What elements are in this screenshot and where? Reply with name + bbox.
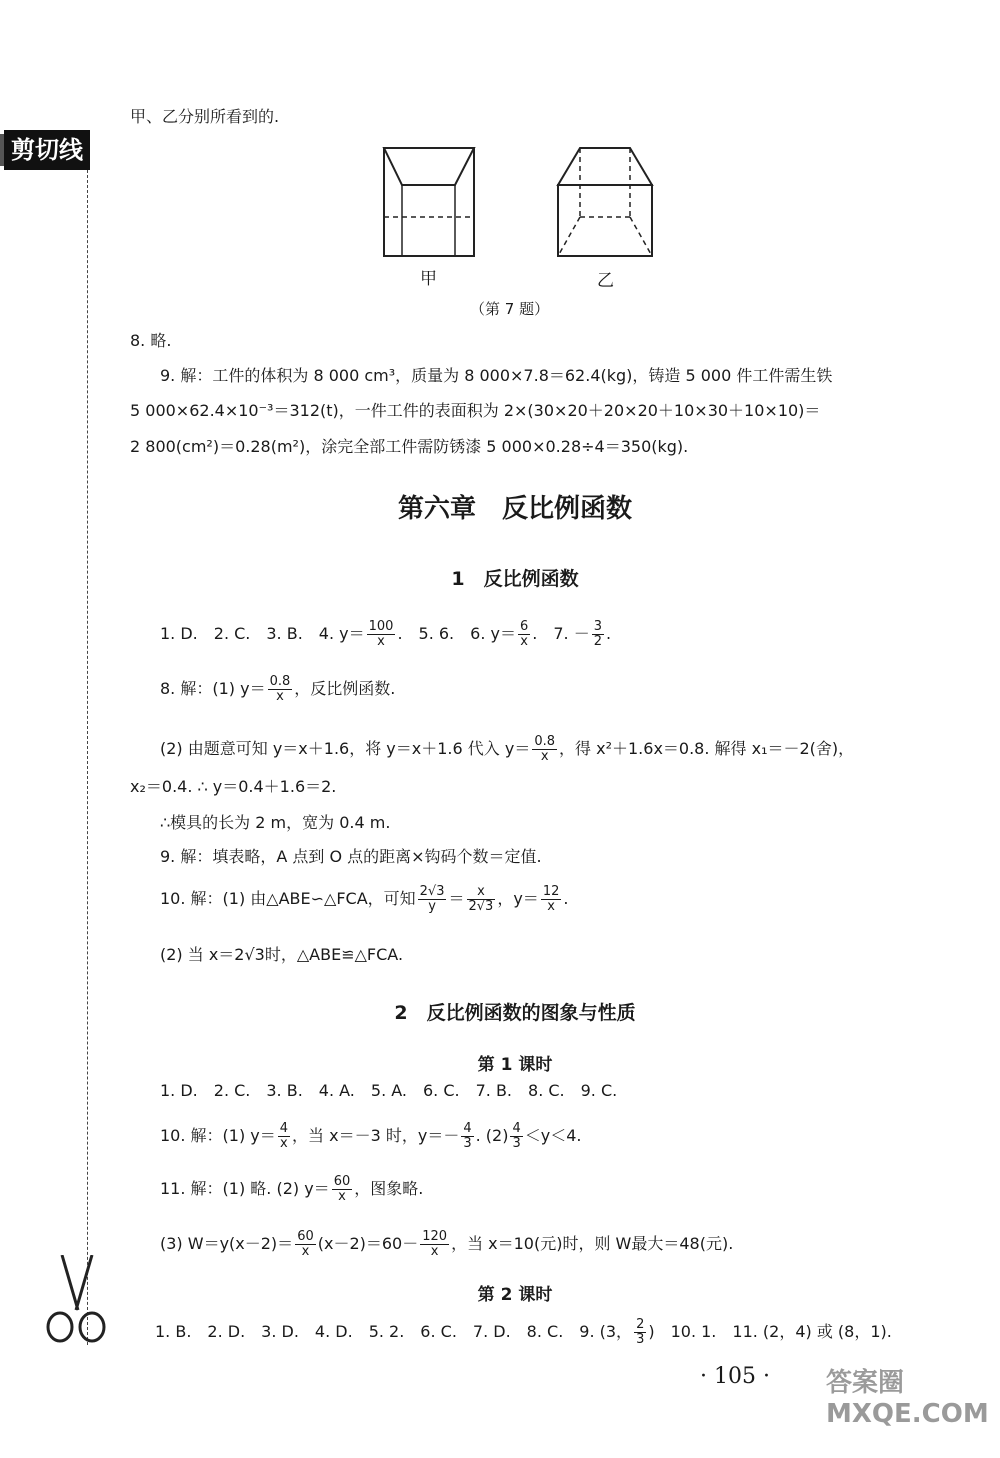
s1-q10-line2: (2) 当 x＝2√3时，△ABE≌△FCA. — [160, 945, 404, 964]
frac-num: 6 — [519, 619, 529, 634]
s1-q8-b: ，反比例函数. — [294, 679, 396, 698]
fraction — [518, 620, 530, 649]
frac-num: 0.8 — [534, 734, 556, 749]
s1-q10-a: 10. 解：(1) 由△ABE∽△FCA，可知 — [160, 889, 416, 908]
fraction — [278, 1122, 290, 1151]
l1-q11-3 — [160, 1230, 890, 1259]
frac-num: 60 — [333, 1174, 351, 1189]
s1-ans-a: 1. D. 2. C. 3. B. 4. y＝ — [160, 624, 365, 643]
s1-q8-line1 — [160, 675, 890, 704]
s1-q10-eq: ＝ — [448, 889, 465, 908]
watermark-logo: 答案圈 MXQE.COM — [826, 1368, 989, 1429]
fraction — [295, 1230, 316, 1259]
frac-den: 3 — [463, 1136, 472, 1151]
s1-q8-2b: ，得 x²＋1.6x＝0.8. 解得 x₁＝－2(舍)， — [559, 739, 855, 758]
s1-ans-c: . 7. － — [532, 624, 590, 643]
fraction — [332, 1175, 353, 1204]
fraction — [461, 1122, 473, 1151]
section1-title: 1 反比例函数 — [451, 568, 579, 590]
l1-q11 — [160, 1175, 890, 1204]
frac-num: 100 — [368, 619, 394, 634]
s1-ans-b: . 5. 6. 6. y＝ — [397, 624, 516, 643]
fraction — [418, 885, 447, 914]
section1-answers — [160, 620, 890, 649]
page-number: · 105 · — [700, 1364, 770, 1389]
frac-num: 2 — [636, 1317, 645, 1332]
q9-prev-line3: 2 800(cm²)＝0.28(m²)，涂完全部工件需防锈漆 5 000×0.28÷4＝350(kg). — [130, 437, 689, 456]
l2-ans-b: ) 10. 1. 11. (2，4) 或 (8，1). — [648, 1322, 892, 1341]
lesson2-title: 第 2 课时 — [477, 1285, 553, 1305]
l1-q11-a: 11. 解：(1) 略. (2) y＝ — [160, 1179, 330, 1198]
s1-q8-2a: (2) 由题意可知 y＝x＋1.6，将 y＝x＋1.6 代入 y＝ — [160, 739, 531, 758]
frac-den: 2√3 — [468, 899, 494, 914]
l2-ans-a: 1. B. 2. D. 3. D. 4. D. 5. 2. 6. C. 7. D. 8. C. 9. (3， — [155, 1322, 633, 1341]
intro-line: 甲、乙分别所看到的. — [130, 107, 280, 126]
figure-label-yi: 乙 — [597, 271, 614, 291]
frac-num: 60 — [297, 1229, 314, 1244]
frac-num: 0.8 — [269, 674, 291, 689]
frac-num: 3 — [593, 619, 602, 634]
l1-q10-c: . (2) — [475, 1126, 509, 1145]
frac-den: x — [280, 1136, 288, 1151]
fraction — [367, 620, 396, 649]
frac-num: 2√3 — [419, 884, 445, 899]
q8-prev: 8. 略. — [130, 331, 172, 350]
q9-prev-line2: 5 000×62.4×10⁻³＝312(t)，一件工件的表面积为 2×(30×20＋20×20＋10×30＋10×10)＝ — [130, 401, 821, 420]
l1-q10-e: ＜y＜4. — [524, 1126, 582, 1145]
section2-title: 2 反比例函数的图象与性质 — [394, 1002, 636, 1024]
q9-prev-line1: 9. 解：工件的体积为 8 000 cm³，质量为 8 000×7.8＝62.4(kg)，铸造 5 000 件工件需生铁 — [160, 366, 833, 385]
lesson1-title: 第 1 课时 — [477, 1055, 553, 1075]
frac-den: 2 — [593, 634, 602, 649]
figure-label-jia: 甲 — [420, 269, 437, 289]
frac-den: y — [428, 899, 436, 914]
frac-num: 12 — [542, 884, 560, 899]
frac-den: 3 — [636, 1332, 645, 1347]
s1-q8-a: 8. 解：(1) y＝ — [160, 679, 266, 698]
l1-q11-b: ，图象略. — [354, 1179, 424, 1198]
s1-q10-b: ，y＝ — [497, 889, 539, 908]
s1-q10-c: . — [563, 889, 569, 908]
frac-den: x — [520, 634, 528, 649]
l1-q11-3c: ，当 x＝10(元)时，则 W最大＝48(元). — [451, 1234, 734, 1253]
l1-q11-3b: (x－2)＝60－ — [317, 1234, 419, 1253]
frac-den: 3 — [512, 1136, 521, 1151]
l1-q10-b: ，当 x＝－3 时，y＝－ — [292, 1126, 460, 1145]
frac-num: 4 — [463, 1121, 472, 1136]
fraction — [467, 885, 496, 914]
lesson1-answers: 1. D. 2. C. 3. B. 4. A. 5. A. 6. C. 7. B. 8. C. 9. C. — [160, 1081, 618, 1100]
fraction — [592, 620, 604, 649]
s1-q8-line3: x₂＝0.4. ∴ y＝0.4＋1.6＝2. — [130, 777, 337, 796]
cut-line-tag: 剪切线 — [4, 130, 90, 170]
frac-den: x — [547, 899, 555, 914]
l1-q10-a: 10. 解：(1) y＝ — [160, 1126, 276, 1145]
frac-num: 4 — [512, 1121, 521, 1136]
fraction — [634, 1318, 646, 1347]
l1-q10 — [160, 1122, 890, 1151]
s1-q8-line4: ∴模具的长为 2 m，宽为 0.4 m. — [160, 813, 391, 832]
s1-q10-line1 — [160, 885, 890, 914]
frac-num: 120 — [422, 1229, 448, 1244]
chapter-title: 第六章 反比例函数 — [397, 494, 632, 524]
figure-caption: （第 7 题） — [470, 300, 550, 318]
fraction — [510, 1122, 522, 1151]
frac-den: x — [540, 749, 549, 764]
fraction — [420, 1230, 449, 1259]
frac-den: x — [276, 689, 284, 704]
s1-q9: 9. 解：填表略，A 点到 O 点的距离×钩码个数＝定值. — [160, 847, 542, 866]
lesson2-answers — [155, 1318, 890, 1347]
dashed-cut-line — [87, 170, 88, 1345]
frac-den: x — [430, 1244, 439, 1259]
fraction — [541, 885, 562, 914]
frac-den: x — [338, 1189, 346, 1204]
fraction — [532, 735, 557, 764]
fraction — [268, 675, 293, 704]
l1-q11-3a: (3) W＝y(x－2)＝ — [160, 1234, 294, 1253]
s1-ans-d: . — [605, 624, 612, 643]
frac-num: x — [467, 885, 496, 900]
frac-den: x — [301, 1244, 310, 1259]
frac-num: 4 — [279, 1121, 289, 1136]
s1-q8-line2 — [160, 735, 890, 764]
frac-den: x — [377, 634, 385, 649]
